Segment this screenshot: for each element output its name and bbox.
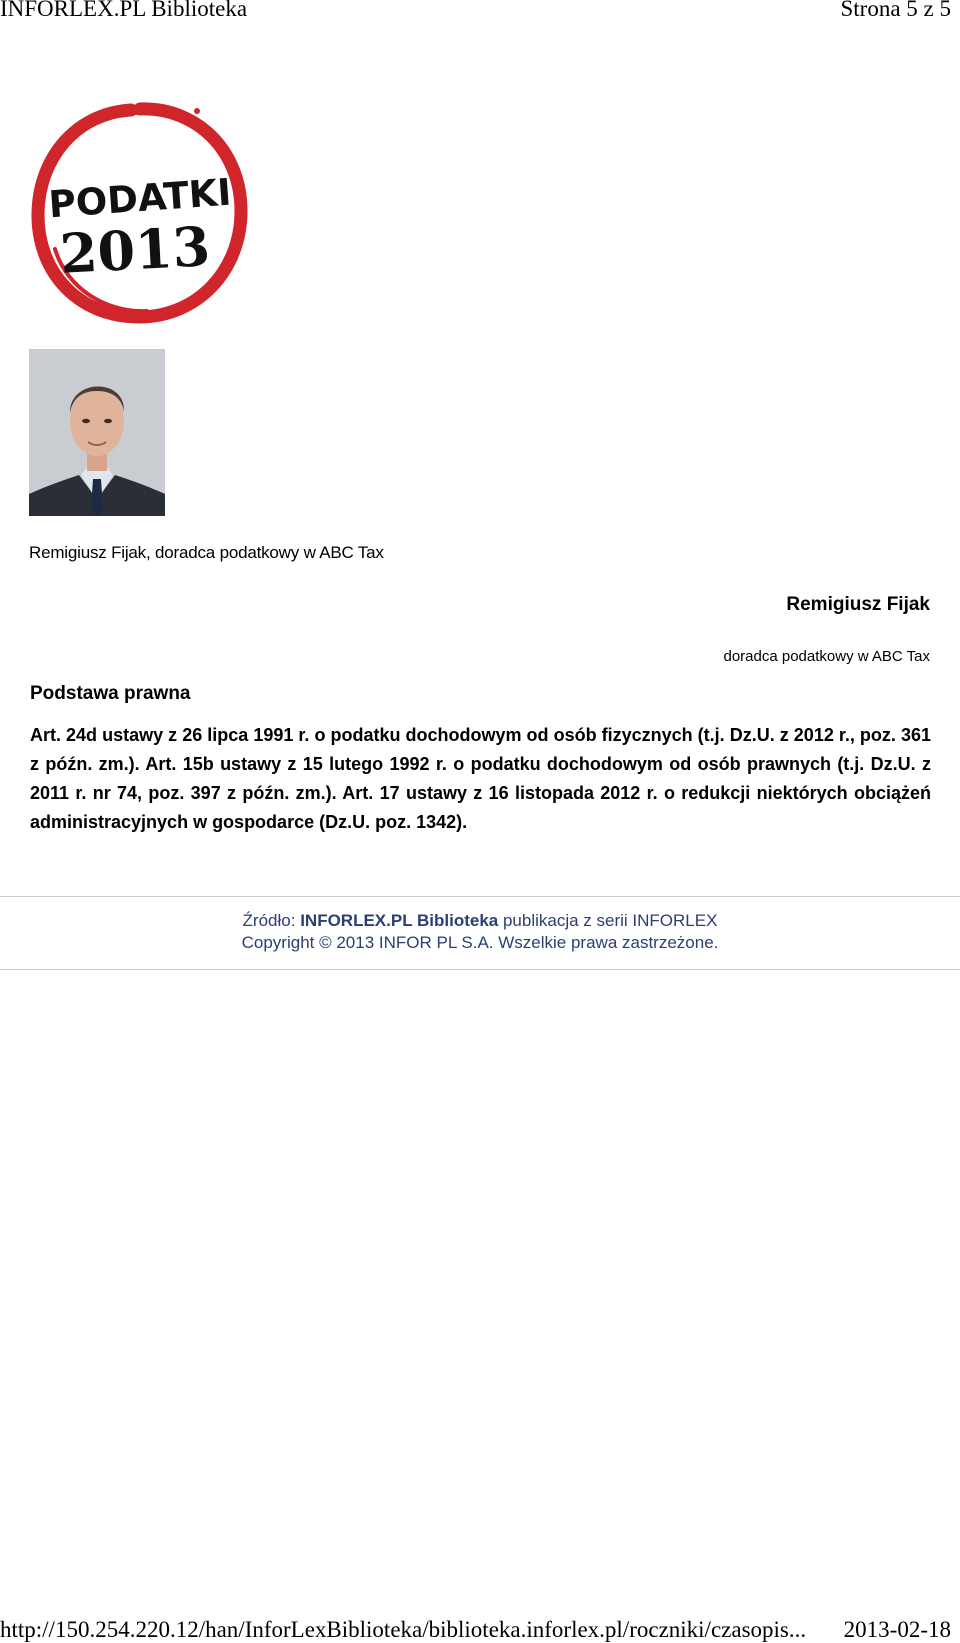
source-name: INFORLEX.PL Biblioteka: [300, 911, 499, 930]
page-number: Strona 5 z 5: [840, 0, 951, 21]
source-line: [0, 910, 960, 932]
copyright-line: Copyright © 2013 INFOR PL S.A. Wszelkie prawa zastrzeżone.: [241, 933, 719, 952]
author-photo: [29, 349, 165, 516]
source-prefix: Źródło:: [242, 911, 301, 930]
podatki-2013-logo: [27, 99, 253, 327]
author-name: Remigiusz Fijak: [786, 594, 930, 615]
page-header-title: INFORLEX.PL Biblioteka: [0, 0, 248, 21]
divider-top: [0, 896, 960, 897]
legal-basis-text: Art. 24d ustawy z 26 lipca 1991 r. o podatku dochodowym od osób fizycznych (t.j. Dz.U. z 2012 r., poz. 361 z późn. zm.). Art. 15b ustawy z 15 lutego 1992 r. o podatku dochodowym od osób prawnych (t.j. Dz.U. z 2011 r. nr 74, poz. 397 z późn. zm.). Art. 17 ustawy z 16 listopada 2012 r. o redukcji niektórych obciążeń administracyjnych w gospodarce (Dz.U. poz. 1342).: [30, 725, 931, 832]
author-role: doradca podatkowy w ABC Tax: [723, 648, 930, 665]
photo-caption: Remigiusz Fijak, doradca podatkowy w ABC Tax: [29, 543, 384, 562]
source-suffix: publikacja z serii INFORLEX: [498, 911, 718, 930]
svg-text:2013: 2013: [58, 214, 212, 286]
divider-bottom: [0, 969, 960, 970]
legal-basis-heading: Podstawa prawna: [30, 683, 191, 704]
footer-date: 2013-02-18: [843, 1617, 951, 1642]
footer-url: http://150.254.220.12/han/InforLexBiblioteka/biblioteka.inforlex.pl/roczniki/czasopis...: [0, 1617, 807, 1642]
source-block: [0, 910, 960, 954]
svg-text:PODATKI: PODATKI: [47, 170, 233, 227]
